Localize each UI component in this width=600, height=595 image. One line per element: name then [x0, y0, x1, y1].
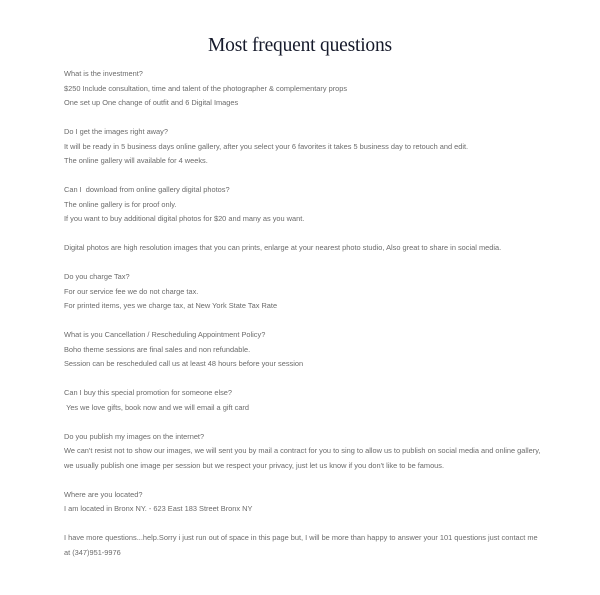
faq-question: What is you Cancellation / Rescheduling Appointment Policy?: [64, 330, 266, 339]
faq-question: Can I download from online gallery digital photos?: [64, 185, 230, 194]
faq-answer: The online gallery will available for 4 weeks.: [64, 156, 208, 165]
faq-question: Do you publish my images on the internet?: [64, 431, 205, 441]
faq-answer: Yes we love gifts, book now and we will email a gift card: [64, 402, 250, 412]
faq-item-publishing: [64, 430, 542, 474]
faq-item-location: [64, 488, 542, 517]
faq-question: What is the investment?: [64, 69, 143, 78]
faq-answer: We can't resist not to show our images, we will sent you by mail a contract for you to sing to allow us to publish on social media and online gallery, we usually publish one image per session but we respect your privacy, just let us know if you don't like to be famous.: [64, 446, 543, 470]
faq-list: [64, 67, 542, 575]
faq-item-investment: [64, 67, 542, 111]
faq-answer: $250 Include consultation, time and talent of the photographer & complementary props: [64, 83, 348, 93]
faq-question: Can I buy this special promotion for someone else?: [64, 388, 233, 397]
faq-item-digital-photos: [64, 241, 542, 256]
faq-answer: The online gallery is for proof only.: [64, 199, 177, 209]
faq-answer: If you want to buy additional digital photos for $20 and many as you want.: [64, 214, 305, 223]
faq-answer: Boho theme sessions are final sales and non refundable.: [64, 344, 251, 354]
faq-answer: I have more questions...help.Sorry i just run out of space in this page but, I will be more than happy to answer your 101 questions just contact me at (347)951-9976: [64, 533, 540, 557]
faq-question: Do I get the images right away?: [64, 127, 168, 136]
faq-question: Do you charge Tax?: [64, 272, 130, 281]
faq-answer: For our service fee we do not charge tax.: [64, 286, 199, 296]
page-title: Most frequent questions: [208, 35, 392, 56]
faq-item-turnaround: [64, 125, 542, 169]
faq-answer: It will be ready in 5 business days online gallery, after you select your 6 favorites it takes 5 business day to retouch and edit.: [64, 141, 469, 151]
faq-item-tax: [64, 270, 542, 314]
faq-answer: Session can be rescheduled call us at least 48 hours before your session: [64, 359, 304, 368]
faq-question: Where are you located?: [64, 489, 143, 499]
faq-answer: For printed items, yes we charge tax, at New York State Tax Rate: [64, 301, 278, 310]
faq-item-contact: [64, 531, 542, 560]
faq-answer: Digital photos are high resolution images that you can prints, enlarge at your nearest photo studio, Also great to share in social media.: [64, 243, 502, 252]
faq-answer: I am located in Bronx NY. - 623 East 183 Street Bronx NY: [64, 504, 253, 513]
faq-item-gift: [64, 386, 542, 415]
faq-item-cancellation: [64, 328, 542, 372]
faq-item-download: [64, 183, 542, 227]
faq-answer: One set up One change of outfit and 6 Digital Images: [64, 98, 239, 107]
